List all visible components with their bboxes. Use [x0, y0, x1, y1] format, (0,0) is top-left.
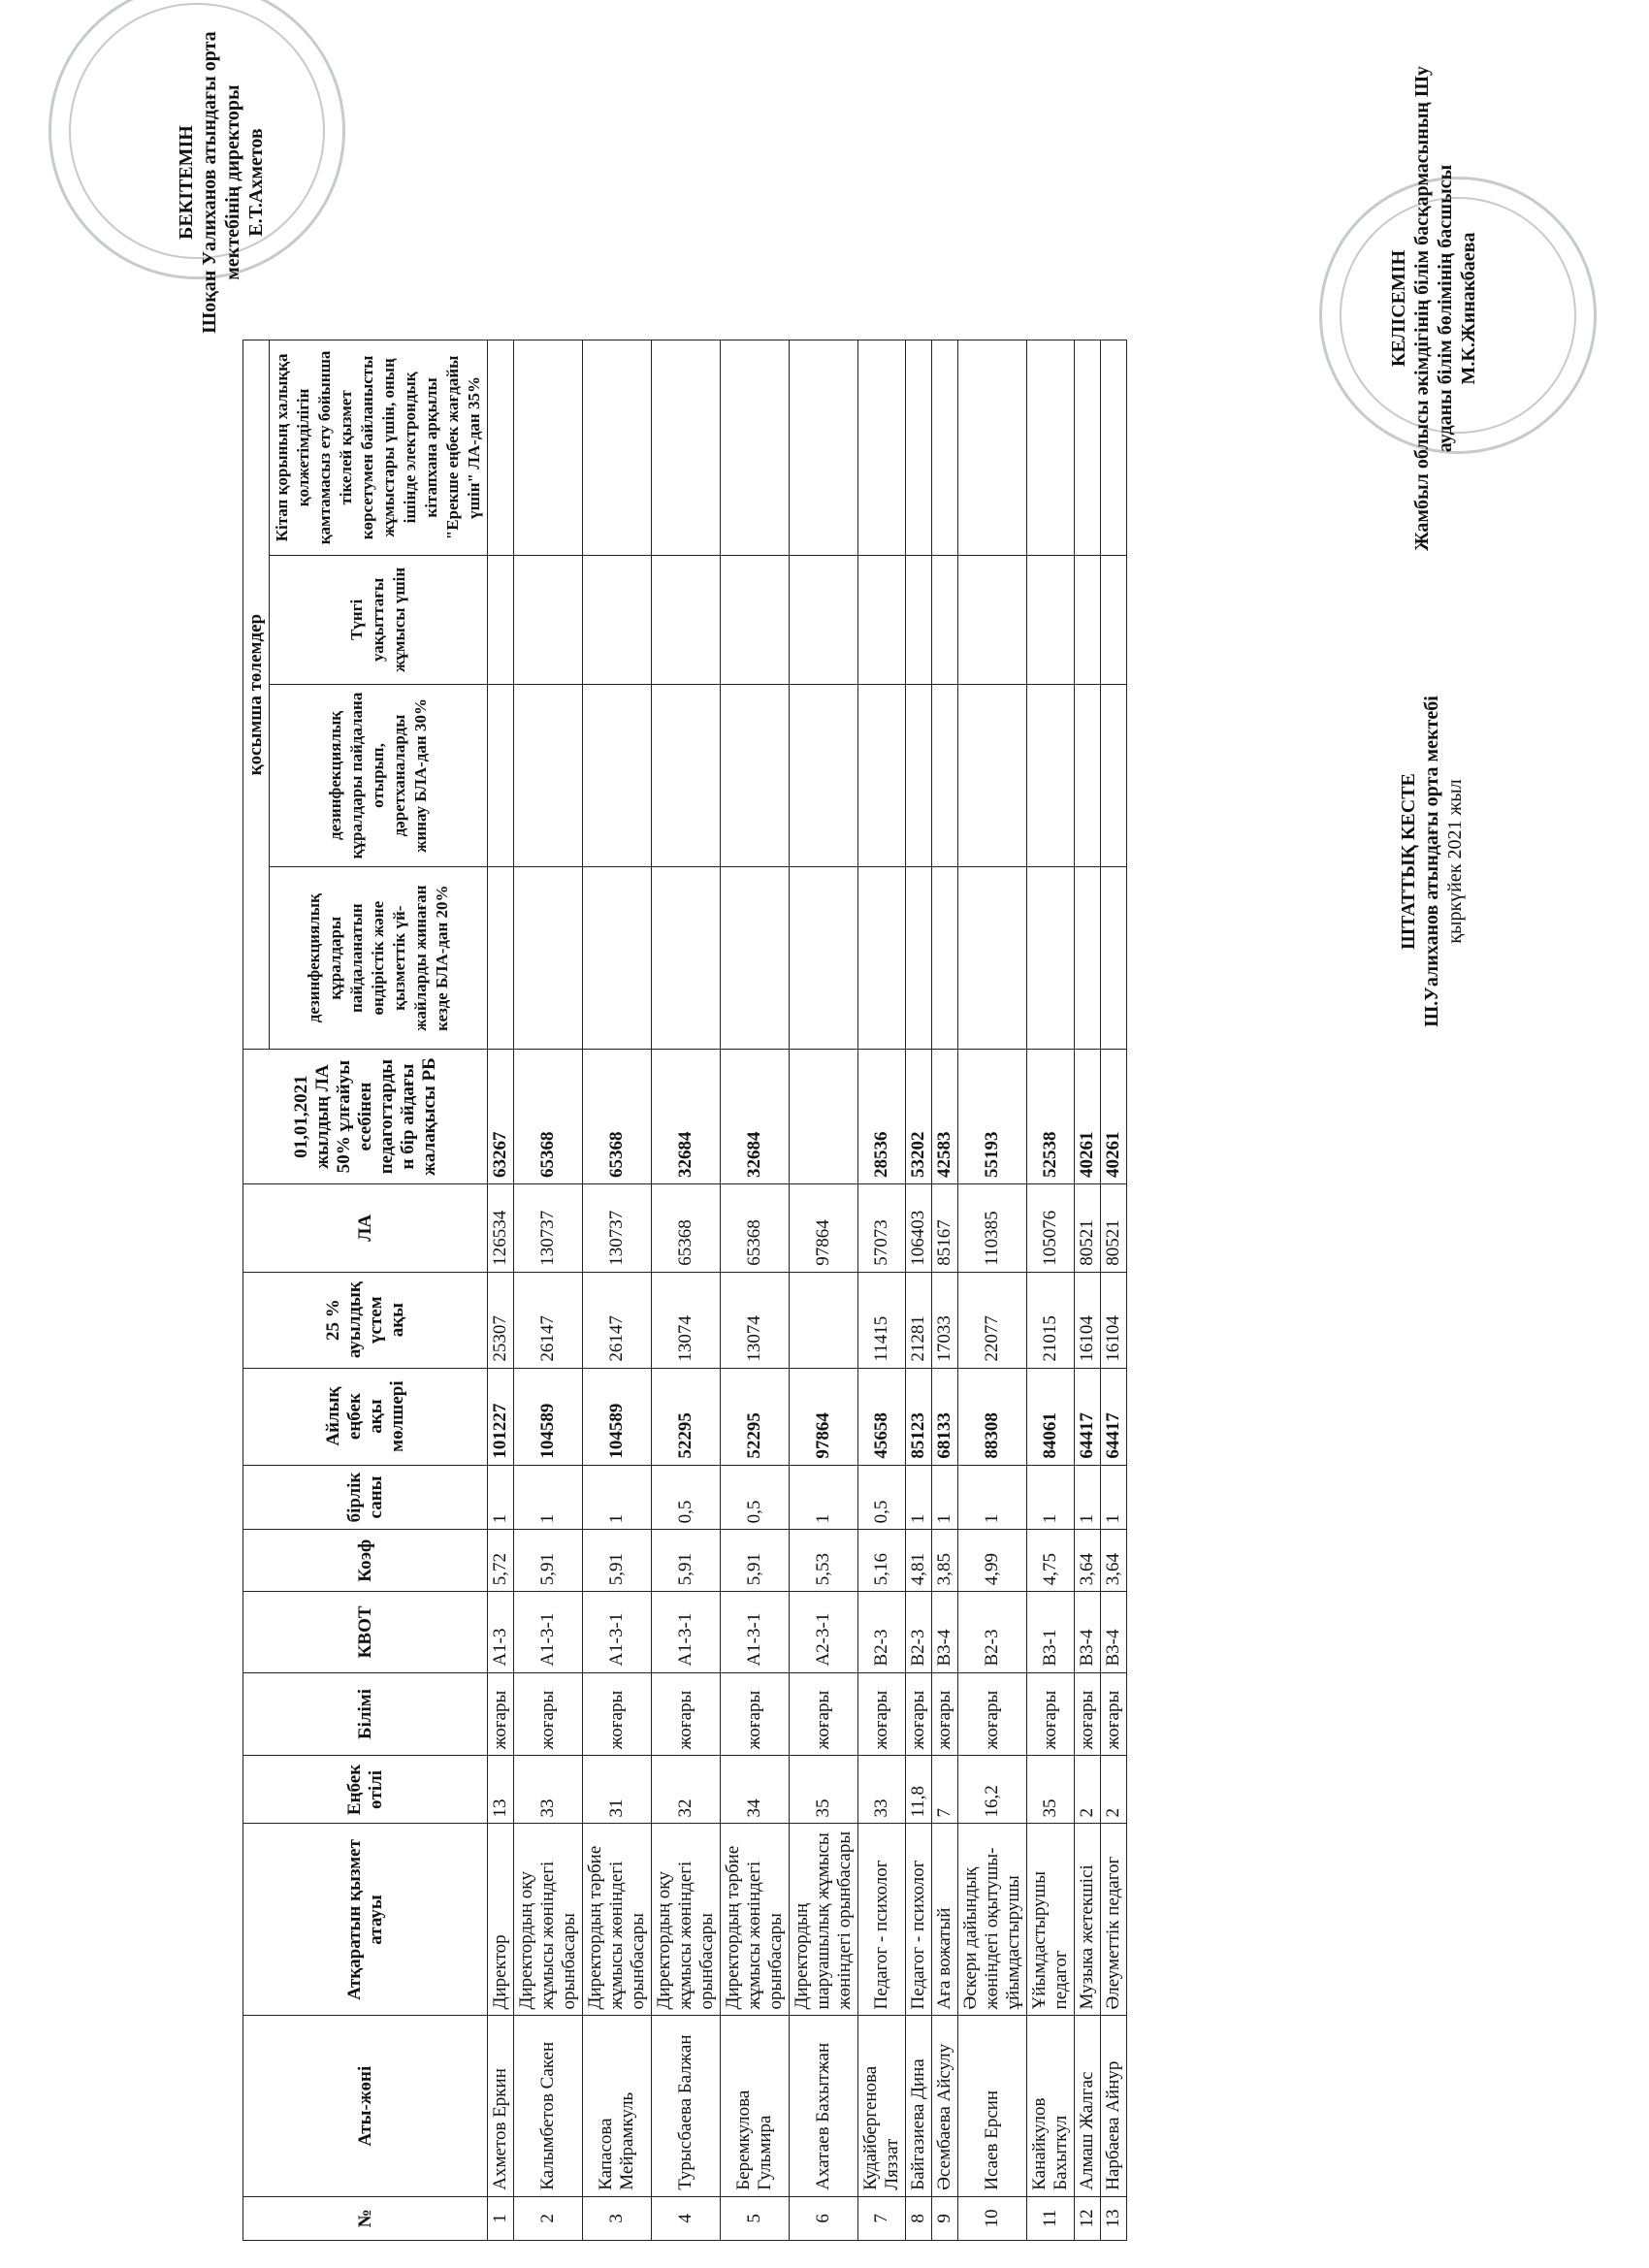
- table-header-row: [243, 340, 270, 2241]
- cell-units: 1: [1075, 1465, 1101, 1530]
- cell-extra2: [583, 684, 652, 866]
- col-kvot: КВОТ: [243, 1592, 488, 1672]
- cell-salary: 97864: [790, 1368, 858, 1465]
- cell-name: Нарбаева Айнур: [1101, 2016, 1127, 2196]
- cell-extra1: [514, 867, 583, 1050]
- cell-salary: 52295: [721, 1368, 790, 1465]
- cell-coef: 3,64: [1075, 1530, 1101, 1592]
- document-date: қыркүйек 2021 жыл: [1444, 779, 1466, 944]
- cell-la: 130737: [583, 1183, 652, 1272]
- cell-exp: 2: [1101, 1756, 1127, 1824]
- cell-salary: 88308: [958, 1368, 1027, 1465]
- table-row: [958, 340, 1027, 2241]
- cell-extra3: [583, 555, 652, 684]
- left-approval-signature: М.К.Жинакбаева: [1458, 232, 1479, 385]
- cell-coef: 3,64: [1101, 1530, 1127, 1592]
- cell-position: Музыка жетекшісі: [1075, 1824, 1101, 2016]
- cell-exp: 11,8: [906, 1756, 932, 1824]
- cell-no: 12: [1075, 2196, 1101, 2240]
- cell-extra1: [790, 867, 858, 1050]
- col-extra1: дезинфекциялық құралдары пайдаланатын өндірістік және қызметтік үй-жайларды жинаған кезде БЛА-дан 20%: [270, 867, 488, 1050]
- cell-extra1: [958, 867, 1027, 1050]
- cell-extra4: [958, 340, 1027, 556]
- cell-name: Байгазиева Дина: [906, 2016, 932, 2196]
- cell-units: 0,5: [652, 1465, 721, 1530]
- cell-name: Кудайбергенова Ляззат: [858, 2016, 906, 2196]
- cell-name: Ахметов Еркин: [488, 2016, 514, 2196]
- cell-name: Әсембаева Айсулу: [932, 2016, 958, 2196]
- cell-extra4: [932, 340, 958, 556]
- cell-name: Алмаш Жалгас: [1075, 2016, 1101, 2196]
- cell-la: 65368: [721, 1183, 790, 1272]
- cell-extra3: [514, 555, 583, 684]
- cell-extra1: [583, 867, 652, 1050]
- cell-rural: [790, 1272, 858, 1368]
- table-body: [488, 340, 1127, 2241]
- cell-extra2: [958, 684, 1027, 866]
- table-row: [652, 340, 721, 2241]
- cell-edu: жоғары: [514, 1672, 583, 1756]
- cell-extra3: [932, 555, 958, 684]
- cell-la50: 40261: [1101, 1050, 1127, 1184]
- cell-kvot: В3-4: [1075, 1592, 1101, 1672]
- cell-extra4: [858, 340, 906, 556]
- left-approval-line2: ауданы білім бөлімінің басшысы: [1435, 164, 1456, 453]
- cell-position: Педагог - психолог: [858, 1824, 906, 2016]
- cell-la: 80521: [1101, 1183, 1127, 1272]
- cell-coef: 5,91: [514, 1530, 583, 1592]
- cell-units: 1: [790, 1465, 858, 1530]
- cell-la50: 32684: [652, 1050, 721, 1184]
- col-extra-group: қосымша төлемдер: [243, 340, 270, 1050]
- cell-extra4: [906, 340, 932, 556]
- cell-extra4: [652, 340, 721, 556]
- cell-la50: 42583: [932, 1050, 958, 1184]
- cell-kvot: А1-3: [488, 1592, 514, 1672]
- cell-edu: жоғары: [1027, 1672, 1075, 1756]
- cell-extra3: [652, 555, 721, 684]
- cell-extra4: [514, 340, 583, 556]
- cell-extra1: [1075, 867, 1101, 1050]
- left-approval-block: [1387, 37, 1480, 580]
- col-no: №: [243, 2196, 488, 2240]
- cell-units: 1: [514, 1465, 583, 1530]
- cell-la50: [790, 1050, 858, 1184]
- cell-exp: 31: [583, 1756, 652, 1824]
- cell-la: 110385: [958, 1183, 1027, 1272]
- cell-extra4: [790, 340, 858, 556]
- cell-extra2: [1027, 684, 1075, 866]
- cell-coef: 5,16: [858, 1530, 906, 1592]
- cell-position: Директордың тәрбие жұмысы жөніндегі орынбасары: [583, 1824, 652, 2016]
- cell-extra2: [906, 684, 932, 866]
- cell-salary: 45658: [858, 1368, 906, 1465]
- col-extra4: Кітап қорының халыққа қолжетімділігін қамтамасыз ету бойынша тікелей қызмет көрсетумен байланысты жұмыстары үшін, оның ішінде электрондық кітапхана арқылы "Ерекше еңбек жағдайы үшін" ЛА-дан 35%: [270, 340, 488, 556]
- cell-extra3: [1101, 555, 1127, 684]
- cell-exp: 2: [1075, 1756, 1101, 1824]
- document-title: ШТАТТЫҚ КЕСТЕ: [1398, 773, 1419, 950]
- cell-rural: 16104: [1075, 1272, 1101, 1368]
- right-approval-signature: Е.Т.Ахметов: [245, 128, 267, 237]
- cell-kvot: А1-3-1: [721, 1592, 790, 1672]
- cell-kvot: В2-3: [858, 1592, 906, 1672]
- cell-extra3: [1027, 555, 1075, 684]
- cell-la50: 65368: [583, 1050, 652, 1184]
- staff-table: [242, 340, 1127, 2241]
- cell-units: 0,5: [721, 1465, 790, 1530]
- table-row: [721, 340, 790, 2241]
- col-position: Атқаратын қызмет атауы: [243, 1824, 488, 2016]
- cell-extra4: [1027, 340, 1075, 556]
- cell-position: Ұйымдастырушы педагог: [1027, 1824, 1075, 2016]
- table-row: [932, 340, 958, 2241]
- cell-la: 106403: [906, 1183, 932, 1272]
- cell-no: 3: [583, 2196, 652, 2240]
- cell-no: 9: [932, 2196, 958, 2240]
- cell-extra3: [721, 555, 790, 684]
- col-name: Аты-жөні: [243, 2016, 488, 2196]
- table-row: [906, 340, 932, 2241]
- cell-salary: 64417: [1101, 1368, 1127, 1465]
- cell-edu: жоғары: [906, 1672, 932, 1756]
- cell-rural: 13074: [652, 1272, 721, 1368]
- cell-edu: жоғары: [488, 1672, 514, 1756]
- cell-position: Директордың оқу жұмысы жөніндегі орынбасары: [514, 1824, 583, 2016]
- cell-kvot: А1-3-1: [514, 1592, 583, 1672]
- cell-salary: 101227: [488, 1368, 514, 1465]
- cell-kvot: А2-3-1: [790, 1592, 858, 1672]
- col-experience: Еңбек өтілі: [243, 1756, 488, 1824]
- left-approval-title: КЕЛІСЕМІН: [1388, 249, 1409, 368]
- cell-coef: 5,91: [652, 1530, 721, 1592]
- table-row: [1101, 340, 1127, 2241]
- cell-no: 1: [488, 2196, 514, 2240]
- cell-extra3: [790, 555, 858, 684]
- cell-exp: 35: [790, 1756, 858, 1824]
- cell-la50: 55193: [958, 1050, 1027, 1184]
- cell-name: Ахатаев Бахытжан: [790, 2016, 858, 2196]
- cell-coef: 4,81: [906, 1530, 932, 1592]
- cell-coef: 5,91: [721, 1530, 790, 1592]
- cell-extra2: [1101, 684, 1127, 866]
- cell-no: 4: [652, 2196, 721, 2240]
- cell-rural: 17033: [932, 1272, 958, 1368]
- cell-exp: 35: [1027, 1756, 1075, 1824]
- table-row: [1075, 340, 1101, 2241]
- cell-rural: 22077: [958, 1272, 1027, 1368]
- cell-extra3: [858, 555, 906, 684]
- col-coef: Коэф: [243, 1530, 488, 1592]
- cell-extra4: [1101, 340, 1127, 556]
- cell-position: Директордың оқу жұмысы жөніндегі орынбасары: [652, 1824, 721, 2016]
- cell-salary: 84061: [1027, 1368, 1075, 1465]
- cell-extra3: [958, 555, 1027, 684]
- right-approval-line1: Шоқан Уалиханов атындағы орта: [199, 31, 220, 334]
- right-approval-title: БЕКІТЕМІН: [176, 125, 197, 240]
- cell-name: Канайкулов Бахыткул: [1027, 2016, 1075, 2196]
- cell-extra4: [583, 340, 652, 556]
- cell-no: 6: [790, 2196, 858, 2240]
- cell-la: 80521: [1075, 1183, 1101, 1272]
- cell-salary: 85123: [906, 1368, 932, 1465]
- cell-la: 126534: [488, 1183, 514, 1272]
- cell-position: Аға вожатый: [932, 1824, 958, 2016]
- cell-rural: 26147: [514, 1272, 583, 1368]
- cell-la50: 52538: [1027, 1050, 1075, 1184]
- left-approval-line1: Жамбыл облысы әкімдігінің білім басқармасының Шу: [1411, 66, 1433, 551]
- cell-coef: 4,75: [1027, 1530, 1075, 1592]
- cell-la50: 63267: [488, 1050, 514, 1184]
- cell-kvot: В3-1: [1027, 1592, 1075, 1672]
- cell-la: 85167: [932, 1183, 958, 1272]
- cell-units: 1: [906, 1465, 932, 1530]
- cell-kvot: В3-4: [1101, 1592, 1127, 1672]
- cell-position: Әлеуметтік педагог: [1101, 1824, 1127, 2016]
- table-row: [583, 340, 652, 2241]
- cell-name: Калымбетов Сакен: [514, 2016, 583, 2196]
- col-la: ЛА: [243, 1183, 488, 1272]
- cell-coef: 5,53: [790, 1530, 858, 1592]
- cell-edu: жоғары: [858, 1672, 906, 1756]
- cell-extra4: [1075, 340, 1101, 556]
- cell-position: Директордың шаруашылық жұмысы жөніндегі орынбасары: [790, 1824, 858, 2016]
- cell-rural: 21015: [1027, 1272, 1075, 1368]
- cell-no: 13: [1101, 2196, 1127, 2240]
- table-row: [858, 340, 906, 2241]
- cell-edu: жоғары: [1075, 1672, 1101, 1756]
- table-row: [488, 340, 514, 2241]
- cell-rural: 16104: [1101, 1272, 1127, 1368]
- cell-la: 65368: [652, 1183, 721, 1272]
- cell-no: 7: [858, 2196, 906, 2240]
- cell-extra2: [858, 684, 906, 866]
- cell-la: 57073: [858, 1183, 906, 1272]
- cell-rural: 26147: [583, 1272, 652, 1368]
- cell-extra4: [488, 340, 514, 556]
- cell-exp: 16,2: [958, 1756, 1027, 1824]
- cell-edu: жоғары: [790, 1672, 858, 1756]
- cell-edu: жоғары: [1101, 1672, 1127, 1756]
- cell-kvot: В2-3: [958, 1592, 1027, 1672]
- cell-extra2: [488, 684, 514, 866]
- cell-extra1: [1027, 867, 1075, 1050]
- cell-units: 1: [1027, 1465, 1075, 1530]
- col-extra3: Түнгі уақыттағы жұмысы үшін: [270, 555, 488, 684]
- cell-coef: 4,99: [958, 1530, 1027, 1592]
- col-education: Білімі: [243, 1672, 488, 1756]
- cell-rural: 13074: [721, 1272, 790, 1368]
- cell-name: Исаев Ерсин: [958, 2016, 1027, 2196]
- cell-no: 5: [721, 2196, 790, 2240]
- cell-extra2: [932, 684, 958, 866]
- document-school: Ш.Уалиханов атындағы орта мектебі: [1421, 696, 1442, 1027]
- cell-salary: 104589: [514, 1368, 583, 1465]
- cell-salary: 64417: [1075, 1368, 1101, 1465]
- cell-no: 2: [514, 2196, 583, 2240]
- cell-edu: жоғары: [958, 1672, 1027, 1756]
- cell-extra3: [1075, 555, 1101, 684]
- cell-name: Капасова Мейрамкуль: [583, 2016, 652, 2196]
- cell-extra1: [906, 867, 932, 1050]
- cell-kvot: В3-4: [932, 1592, 958, 1672]
- cell-rural: 11415: [858, 1272, 906, 1368]
- cell-edu: жоғары: [932, 1672, 958, 1756]
- cell-position: Директор: [488, 1824, 514, 2016]
- cell-units: 1: [583, 1465, 652, 1530]
- right-approval-line2: мектебінің директоры: [222, 84, 243, 280]
- cell-coef: 5,72: [488, 1530, 514, 1592]
- cell-units: 1: [488, 1465, 514, 1530]
- cell-extra2: [1075, 684, 1101, 866]
- cell-salary: 104589: [583, 1368, 652, 1465]
- cell-units: 1: [932, 1465, 958, 1530]
- cell-units: 0,5: [858, 1465, 906, 1530]
- cell-extra2: [514, 684, 583, 866]
- cell-la: 105076: [1027, 1183, 1075, 1272]
- cell-la50: 65368: [514, 1050, 583, 1184]
- cell-extra1: [858, 867, 906, 1050]
- col-extra2: дезинфекциялық құралдары пайдалана отырып, дәретханаларды жинау БЛА-дан 30%: [270, 684, 488, 866]
- cell-extra3: [488, 555, 514, 684]
- cell-extra2: [721, 684, 790, 866]
- cell-extra4: [721, 340, 790, 556]
- cell-extra1: [1101, 867, 1127, 1050]
- col-la50: 01,01,2021 жылдың ЛА 50% ұлғайуы есебінен педагогтарды н бір айдағы жалақысы РБ: [243, 1050, 488, 1184]
- cell-extra2: [790, 684, 858, 866]
- cell-exp: 7: [932, 1756, 958, 1824]
- cell-position: Әскери дайындық жөніндегі оқытушы-ұйымдастырушы: [958, 1824, 1027, 2016]
- cell-extra3: [906, 555, 932, 684]
- col-rural: 25 % ауылдық үстем ақы: [243, 1272, 488, 1368]
- cell-extra1: [488, 867, 514, 1050]
- cell-edu: жоғары: [652, 1672, 721, 1756]
- cell-no: 11: [1027, 2196, 1075, 2240]
- cell-la50: 32684: [721, 1050, 790, 1184]
- right-approval-block: [175, 17, 268, 347]
- cell-name: Турысбаева Балжан: [652, 2016, 721, 2196]
- cell-salary: 68133: [932, 1368, 958, 1465]
- cell-exp: 13: [488, 1756, 514, 1824]
- cell-kvot: А1-3-1: [652, 1592, 721, 1672]
- cell-position: Педагог - психолог: [906, 1824, 932, 2016]
- table-row: [1027, 340, 1075, 2241]
- cell-la50: 40261: [1075, 1050, 1101, 1184]
- col-salary: Айлық еңбек ақы мөлшері: [243, 1368, 488, 1465]
- cell-edu: жоғары: [721, 1672, 790, 1756]
- cell-la50: 53202: [906, 1050, 932, 1184]
- cell-name: Беремкулова Гульмира: [721, 2016, 790, 2196]
- cell-la: 130737: [514, 1183, 583, 1272]
- cell-la50: 28536: [858, 1050, 906, 1184]
- cell-extra2: [652, 684, 721, 866]
- cell-rural: 25307: [488, 1272, 514, 1368]
- col-units: бірлік саны: [243, 1465, 488, 1530]
- cell-exp: 33: [858, 1756, 906, 1824]
- table-row: [790, 340, 858, 2241]
- cell-extra1: [932, 867, 958, 1050]
- cell-units: 1: [958, 1465, 1027, 1530]
- cell-kvot: В2-3: [906, 1592, 932, 1672]
- table-row: [514, 340, 583, 2241]
- cell-coef: 5,91: [583, 1530, 652, 1592]
- cell-position: Директордың тәрбие жұмысы жөніндегі орынбасары: [721, 1824, 790, 2016]
- cell-la: 97864: [790, 1183, 858, 1272]
- cell-exp: 34: [721, 1756, 790, 1824]
- cell-coef: 3,85: [932, 1530, 958, 1592]
- cell-rural: 21281: [906, 1272, 932, 1368]
- cell-exp: 33: [514, 1756, 583, 1824]
- cell-no: 8: [906, 2196, 932, 2240]
- cell-no: 10: [958, 2196, 1027, 2240]
- cell-exp: 32: [652, 1756, 721, 1824]
- cell-units: 1: [1101, 1465, 1127, 1530]
- cell-edu: жоғары: [583, 1672, 652, 1756]
- document-title-block: [1397, 570, 1467, 1152]
- cell-extra1: [652, 867, 721, 1050]
- cell-extra1: [721, 867, 790, 1050]
- cell-salary: 52295: [652, 1368, 721, 1465]
- cell-kvot: А1-3-1: [583, 1592, 652, 1672]
